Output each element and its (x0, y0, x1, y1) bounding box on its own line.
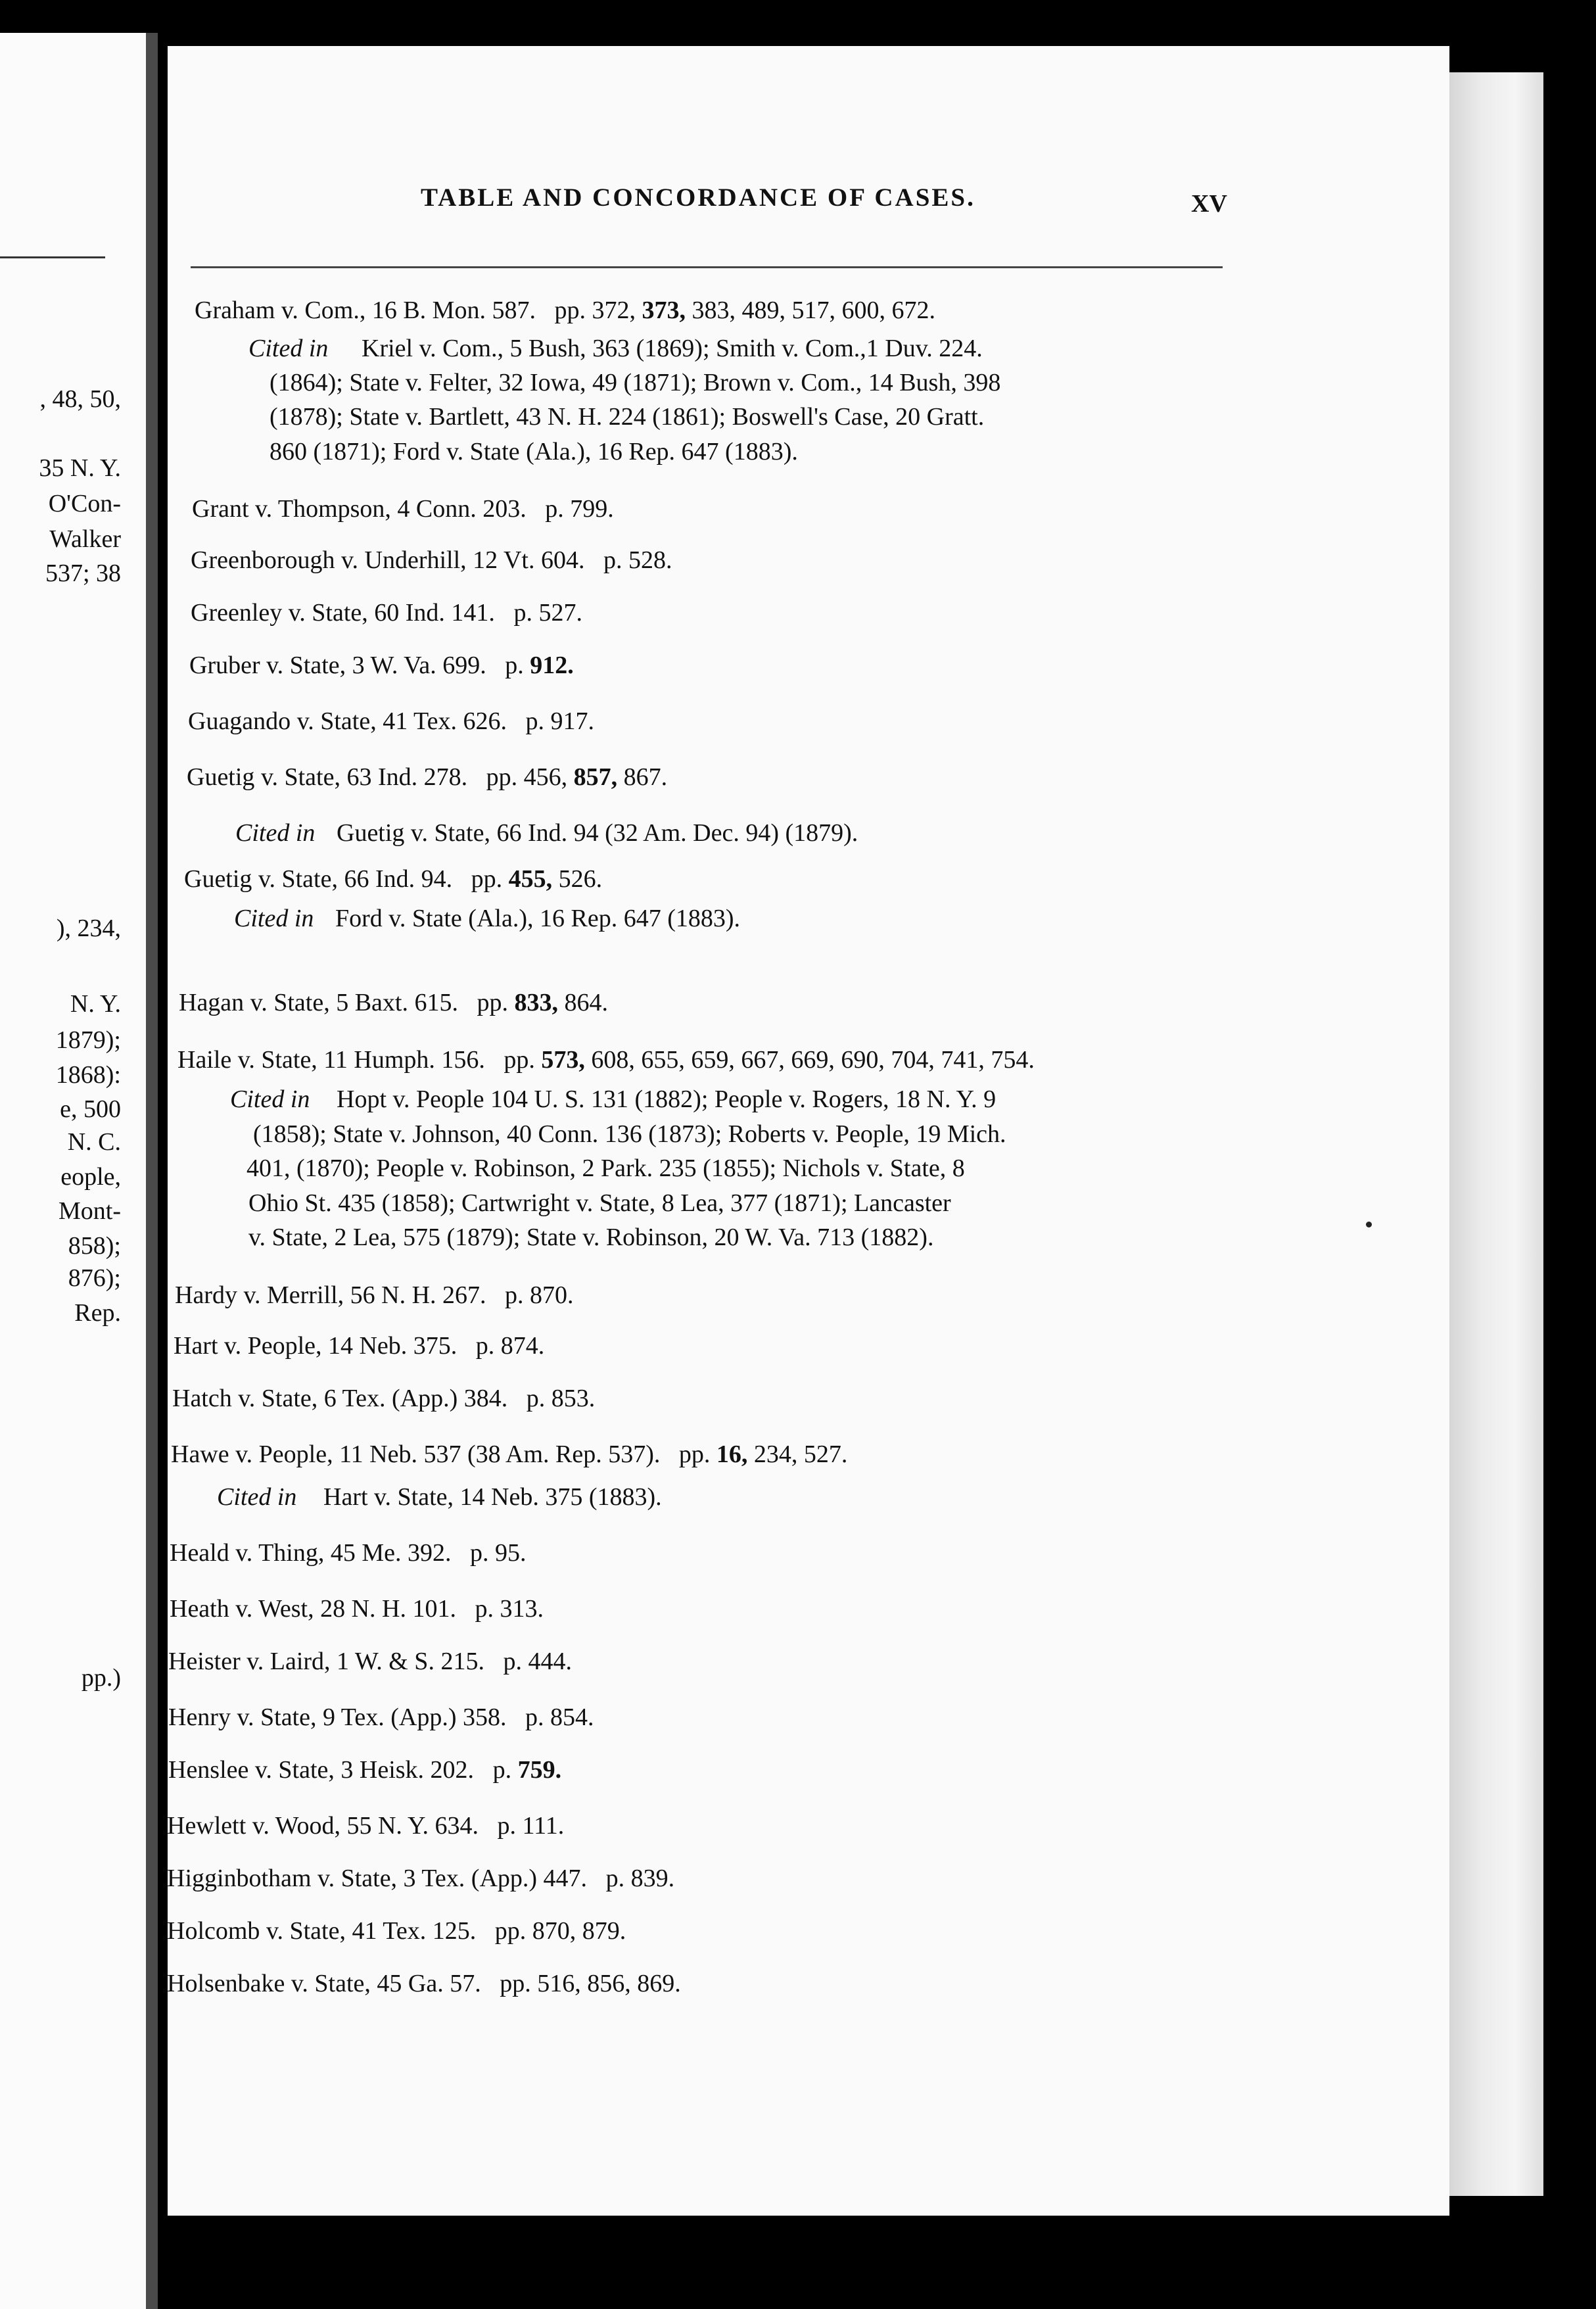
case-citation: v. State, 45 Ga. 57. (285, 1970, 481, 1997)
spacer (587, 1865, 606, 1892)
cited-in-label: Cited in (235, 819, 316, 847)
cited-in-text: v. State, 2 Lea, 575 (1879); State v. Robinson, 20 W. Va. 713 (1882). (248, 1224, 934, 1251)
cited-in-text: Hart v. State, 14 Neb. 375 (1883). (323, 1483, 662, 1511)
spacer (507, 1385, 527, 1412)
running-header: TABLE AND CONCORDANCE OF CASES. (421, 183, 975, 212)
spacer (452, 865, 471, 893)
left-text-fragment: 35 N. Y. (39, 454, 121, 482)
page-refs: p. 874. (475, 1332, 545, 1360)
case-entry (167, 1864, 674, 1893)
cited-in-text: 860 (1871); Ford v. State (Ala.), 16 Rep. 647 (1883). (270, 438, 798, 465)
case-name: Gruber (189, 652, 260, 679)
case-name: Henslee (168, 1756, 249, 1784)
page-refs-more: 608, 655, 659, 667, 669, 690, 704, 741, 754. (584, 1046, 1035, 1074)
case-citation: v. State, 41 Tex. 125. (260, 1917, 477, 1945)
case-citation: v. State, 3 Tex. (App.) 447. (311, 1865, 588, 1892)
spacer (495, 599, 514, 627)
left-text-fragment: , 48, 50, (39, 385, 121, 413)
case-citation: v. Thing, 45 Me. 392. (229, 1539, 452, 1567)
page-refs-more: 383, 489, 517, 600, 672. (685, 297, 935, 324)
case-entry (184, 865, 602, 893)
principal-page-ref: 912. (530, 652, 574, 679)
case-citation: v. State, 9 Tex. (App.) 358. (230, 1703, 507, 1731)
left-text-fragment: ), 234, (56, 915, 121, 942)
left-text-fragment: N. Y. (70, 990, 121, 1018)
case-citation: v. State, 60 Ind. 141. (282, 599, 495, 627)
case-entry (172, 1384, 595, 1413)
left-text-fragment: e, 500 (60, 1095, 121, 1123)
case-citation: v. State, 63 Ind. 278. (254, 763, 468, 791)
case-entry (195, 296, 935, 325)
cited-in-text: 401, (1870); People v. Robinson, 2 Park. 235 (1855); Nichols v. State, 8 (246, 1154, 965, 1182)
spacer (457, 1332, 476, 1360)
left-text-fragment: N. C. (67, 1128, 121, 1156)
spacer (484, 1648, 504, 1675)
case-name: Hardy (175, 1281, 237, 1309)
spacer (485, 1046, 504, 1074)
left-text-fragment: eople, (60, 1163, 121, 1191)
page-refs: p. 799. (545, 495, 614, 523)
spacer (458, 989, 477, 1016)
case-citation: v. Laird, 1 W. & S. 215. (240, 1648, 484, 1675)
spacer (486, 652, 505, 679)
case-citation: v. State, 11 Humph. 156. (231, 1046, 485, 1074)
page-refs: pp. (477, 989, 515, 1016)
stray-mark (1366, 1222, 1372, 1227)
cited-in-text: Guetig v. State, 66 Ind. 94 (32 Am. Dec. 94) (1879). (337, 819, 858, 847)
case-name: Hawe (171, 1440, 229, 1468)
cited-in-text: Ohio St. 435 (1858); Cartwright v. State, 8 Lea, 377 (1871); Lancaster (248, 1189, 951, 1217)
case-entry (177, 1045, 1035, 1074)
page-refs: p. (505, 652, 530, 679)
principal-page-ref: 373, (642, 297, 686, 324)
spacer (481, 1970, 500, 1997)
case-entry (171, 1440, 847, 1469)
page-refs-more: 867. (617, 763, 668, 791)
spacer (660, 1440, 679, 1468)
case-citation: v. Wood, 55 N. Y. 634. (246, 1812, 479, 1840)
case-citation: v. State, 3 W. Va. 699. (260, 652, 486, 679)
case-citation: v. People, 14 Neb. 375. (218, 1332, 458, 1360)
case-citation: v. Thompson, 4 Conn. 203. (248, 495, 527, 523)
case-entry (187, 763, 667, 792)
case-name: Holcomb (167, 1917, 260, 1945)
spacer (506, 1703, 525, 1731)
case-name: Grant (192, 495, 249, 523)
case-name: Guetig (187, 763, 255, 791)
page-refs: pp. 456, (486, 763, 574, 791)
case-entry (191, 598, 582, 627)
case-entry (191, 546, 672, 575)
principal-page-ref: 759. (517, 1756, 562, 1784)
left-text-fragment: 1879); (55, 1026, 121, 1054)
page-refs: p. 111. (497, 1812, 565, 1840)
case-name: Heister (168, 1648, 241, 1675)
left-text-fragment: 1868): (55, 1061, 121, 1089)
page-stack-edge (1449, 72, 1543, 2196)
page-number: XV (1191, 190, 1227, 218)
case-entry (167, 1811, 564, 1840)
page-refs-more: 864. (557, 989, 608, 1016)
case-name: Graham (195, 297, 275, 324)
page-refs: pp. 516, 856, 869. (500, 1970, 681, 1997)
spacer (474, 1756, 493, 1784)
case-citation: v. Com., 16 B. Mon. 587. (275, 297, 536, 324)
left-text-fragment: 858); (68, 1232, 121, 1260)
cited-in-label: Cited in (230, 1085, 310, 1113)
case-citation: v. West, 28 N. H. 101. (229, 1595, 456, 1623)
case-name: Guetig (184, 865, 252, 893)
case-name: Holsenbake (167, 1970, 285, 1997)
spacer (507, 707, 526, 735)
page-refs: pp. (678, 1440, 716, 1468)
case-name: Hatch (172, 1385, 232, 1412)
case-entry (170, 1594, 544, 1623)
cited-in-label: Cited in (234, 905, 314, 932)
case-name: Higginbotham (167, 1865, 312, 1892)
case-name: Guagando (188, 707, 291, 735)
case-entry (174, 1331, 544, 1360)
case-citation: v. State, 3 Heisk. 202. (248, 1756, 475, 1784)
cited-in-label: Cited in (217, 1483, 297, 1511)
case-name: Greenley (191, 599, 283, 627)
case-citation: v. State, 5 Baxt. 615. (244, 989, 458, 1016)
cited-in-text: Hopt v. People 104 U. S. 131 (1882); People v. Rogers, 18 N. Y. 9 (337, 1085, 997, 1113)
spacer (486, 1281, 505, 1309)
page-refs: pp. (471, 865, 509, 893)
page-refs: p. 95. (470, 1539, 527, 1567)
case-citation: v. Merrill, 56 N. H. 267. (237, 1281, 486, 1309)
page-refs: pp. 870, 879. (494, 1917, 626, 1945)
case-citation: v. People, 11 Neb. 537 (38 Am. Rep. 537). (229, 1440, 661, 1468)
case-citation: v. Underhill, 12 Vt. 604. (335, 546, 585, 574)
case-name: Greenborough (191, 546, 335, 574)
principal-page-ref: 857, (573, 763, 618, 791)
case-entry (168, 1703, 594, 1732)
case-entry (188, 707, 594, 736)
case-entry (179, 988, 608, 1017)
left-page-rule (0, 256, 105, 258)
spacer (479, 1812, 498, 1840)
page-refs: pp. 372, (554, 297, 642, 324)
spacer (584, 546, 603, 574)
page-refs: p. 444. (503, 1648, 572, 1675)
case-entry (189, 651, 574, 680)
cited-in-text: (1864); State v. Felter, 32 Iowa, 49 (1871); Brown v. Com., 14 Bush, 398 (270, 369, 1001, 396)
case-name: Haile (177, 1046, 232, 1074)
left-text-fragment: Mont- (59, 1197, 121, 1225)
page-refs: p. 313. (475, 1595, 544, 1623)
case-citation: v. State, 41 Tex. 626. (291, 707, 507, 735)
case-entry (170, 1538, 527, 1567)
case-citation: v. State, 66 Ind. 94. (252, 865, 453, 893)
principal-page-ref: 455, (508, 865, 553, 893)
spacer (536, 297, 555, 324)
case-name: Hart (174, 1332, 218, 1360)
left-text-fragment: Rep. (74, 1299, 121, 1327)
case-name: Hagan (179, 989, 245, 1016)
left-text-fragment: Walker (49, 525, 121, 553)
left-text-fragment: O'Con- (48, 490, 121, 517)
spacer (527, 495, 546, 523)
cited-in-label: Cited in (248, 335, 329, 362)
previous-page-edge (0, 33, 158, 2309)
cited-in-text: Ford v. State (Ala.), 16 Rep. 647 (1883). (335, 905, 740, 932)
case-entry (192, 494, 614, 523)
case-name: Heald (170, 1539, 229, 1567)
principal-page-ref: 16, (716, 1440, 748, 1468)
page-refs: p. 917. (525, 707, 594, 735)
principal-page-ref: 833, (514, 989, 558, 1016)
page-refs-more: 234, 527. (747, 1440, 848, 1468)
header-rule (191, 266, 1223, 268)
cited-in-text: (1858); State v. Johnson, 40 Conn. 136 (1873); Roberts v. People, 19 Mich. (253, 1120, 1006, 1148)
case-entry (168, 1755, 561, 1784)
case-entry (167, 1916, 626, 1945)
case-entry (175, 1281, 574, 1310)
principal-page-ref: 573, (541, 1046, 585, 1074)
spacer (467, 763, 486, 791)
case-entry (167, 1969, 681, 1998)
page-refs: p. 870. (505, 1281, 574, 1309)
spacer (476, 1917, 495, 1945)
case-name: Hewlett (167, 1812, 246, 1840)
cited-in-text: (1878); State v. Bartlett, 43 N. H. 224 (1861); Boswell's Case, 20 Gratt. (270, 403, 985, 431)
page-refs: p. 853. (526, 1385, 596, 1412)
page-refs: p. 527. (513, 599, 582, 627)
case-citation: v. State, 6 Tex. (App.) 384. (231, 1385, 508, 1412)
page-refs: p. 528. (603, 546, 672, 574)
page-refs-more: 526. (552, 865, 603, 893)
spacer (456, 1595, 475, 1623)
case-name: Heath (170, 1595, 229, 1623)
page-refs: pp. (504, 1046, 542, 1074)
case-entry (168, 1647, 572, 1676)
cited-in-text: Kriel v. Com., 5 Bush, 363 (1869); Smith v. Com.,1 Duv. 224. (362, 335, 983, 362)
left-text-fragment: 537; 38 (45, 559, 121, 587)
left-text-fragment: 876); (68, 1264, 121, 1292)
page-refs: p. 839. (605, 1865, 675, 1892)
page-refs: p. 854. (525, 1703, 594, 1731)
page-refs: p. (492, 1756, 518, 1784)
spacer (452, 1539, 471, 1567)
case-name: Henry (168, 1703, 231, 1731)
left-text-fragment: pp.) (81, 1664, 121, 1692)
